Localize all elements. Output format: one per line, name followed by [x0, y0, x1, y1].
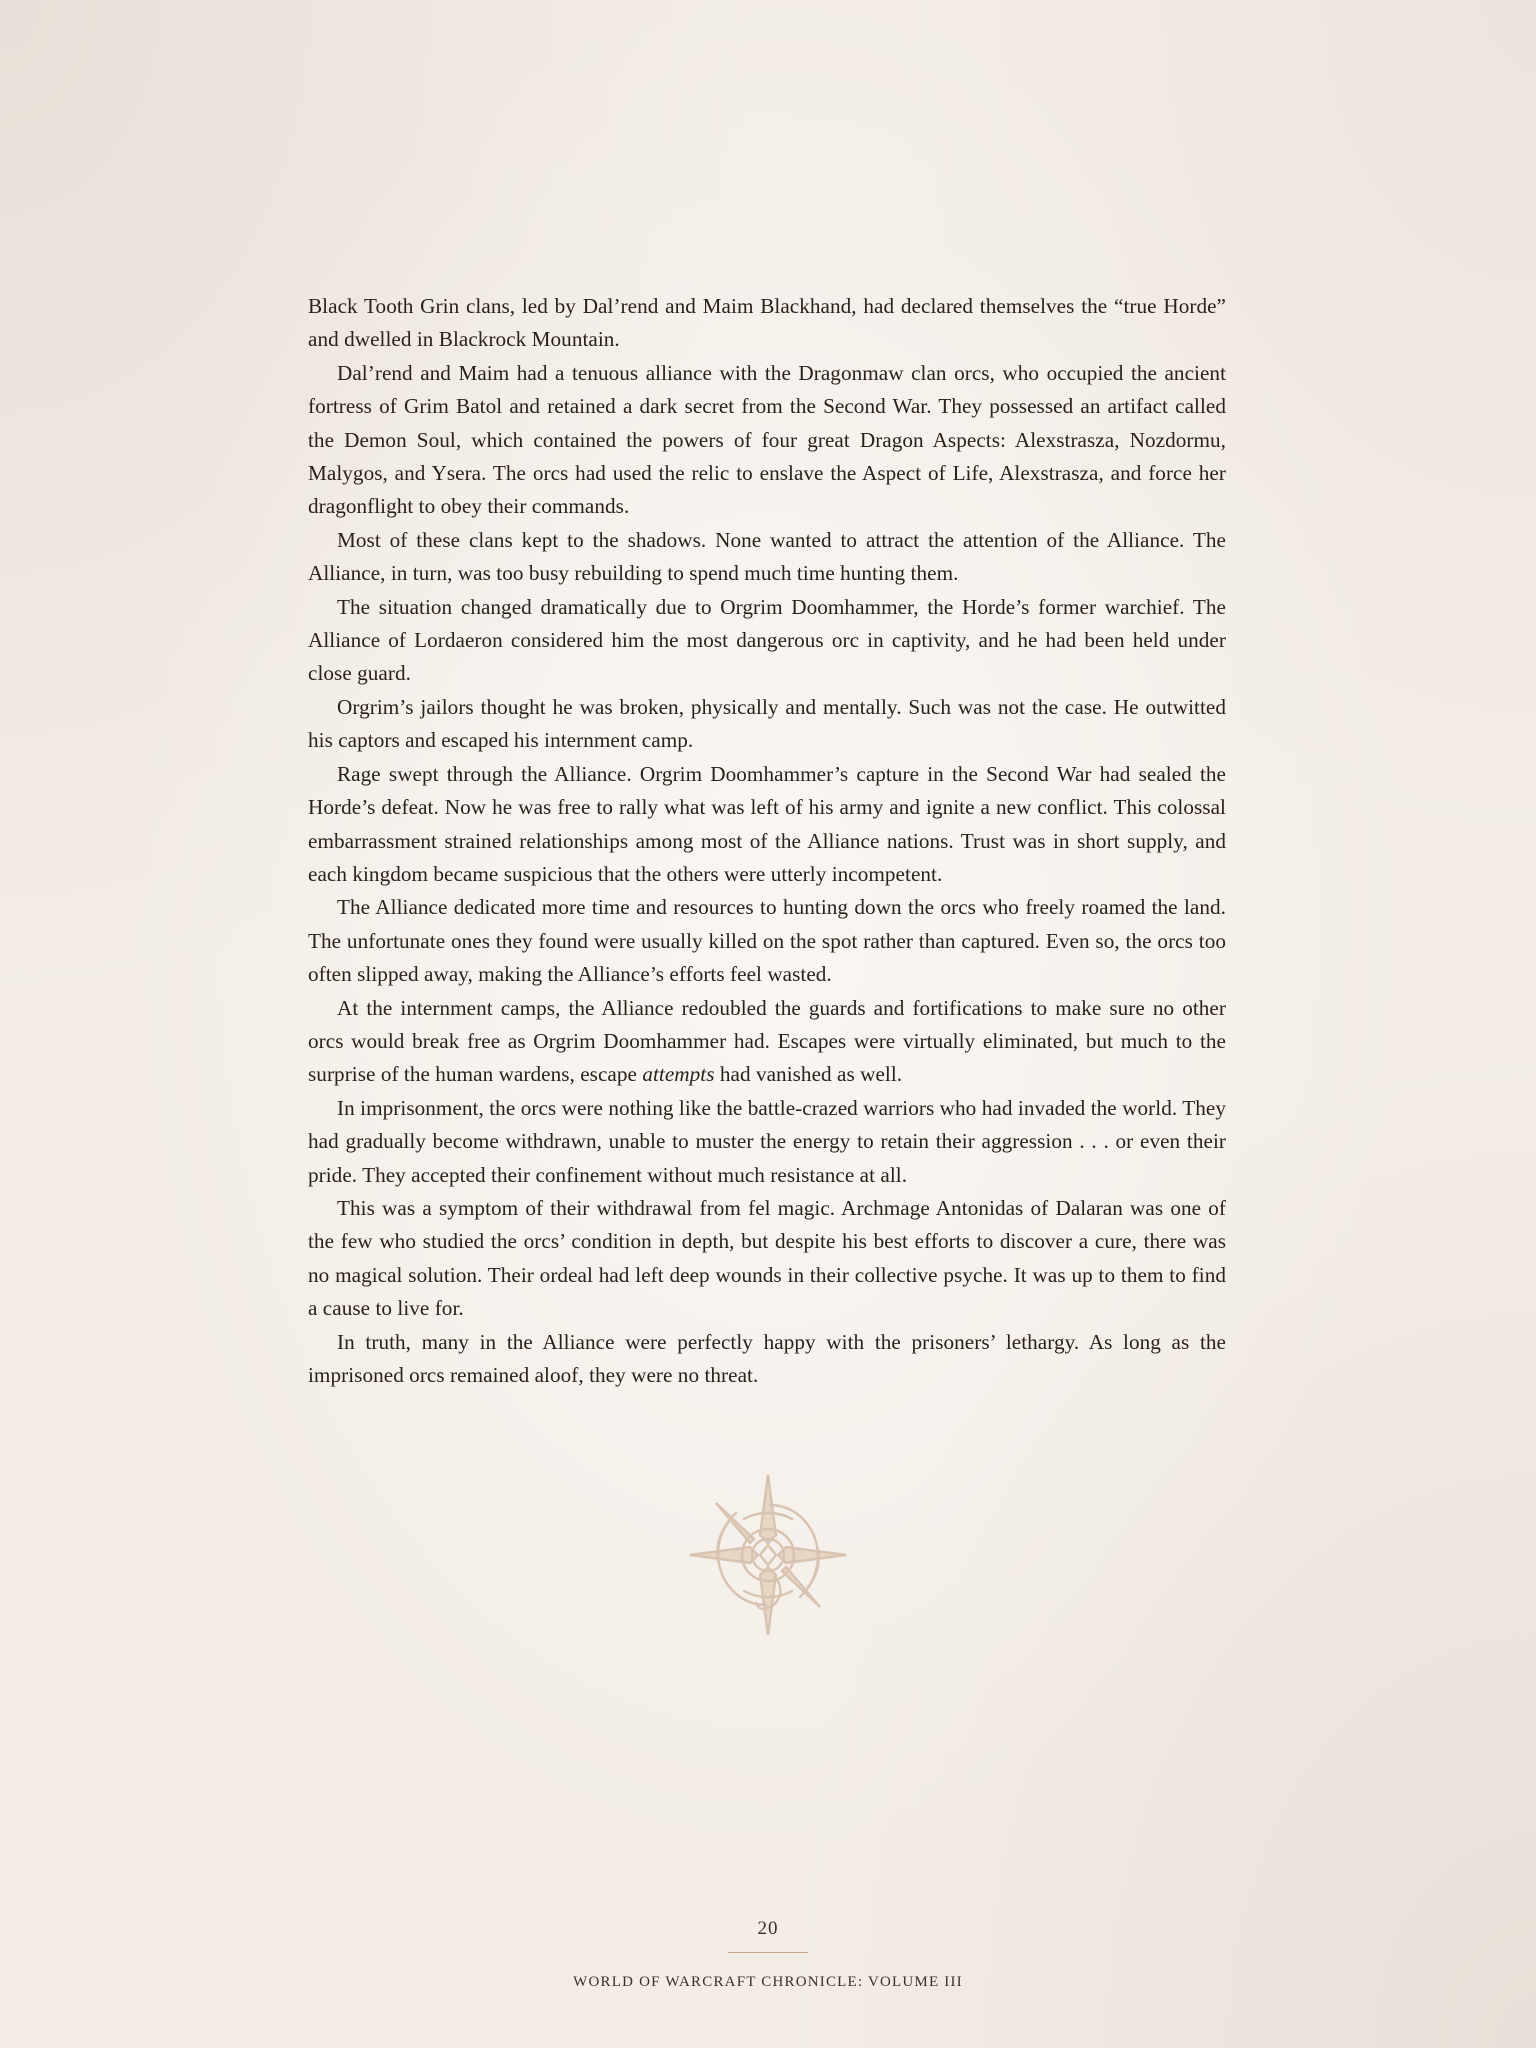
paragraph: This was a symptom of their withdrawal from fel magic. Archmage Antonidas of Dalaran was one of the few who studied the orcs’ condition in depth, but despite his best efforts to discover a cure, there was no magical solution. Their ordeal had left deep wounds in their collective psyche. It was up to them to find a cause to live for.: [308, 1195, 1226, 1321]
paragraph: Orgrim’s jailors thought he was broken, physically and mentally. Such was not the case. He outwitted his captors and escaped his internment camp.: [308, 694, 1226, 753]
paragraph: The situation changed dramatically due to Orgrim Doomhammer, the Horde’s former warchief. The Alliance of Lordaeron considered him the most dangerous orc in captivity, and he had been held under close guard.: [308, 594, 1226, 686]
paragraph: In truth, many in the Alliance were perfectly happy with the prisoners’ lethargy. As long as the imprisoned orcs remained aloof, they were no threat.: [308, 1329, 1226, 1387]
paragraph: The Alliance dedicated more time and resources to hunting down the orcs who freely roamed the land. The unfortunate ones they found were usually killed on the spot rather than captured. Even so, the orcs too often slipped away, making the Alliance’s efforts feel wasted.: [308, 895, 1226, 987]
paragraph: [308, 992, 1226, 1092]
running-footer-title: WORLD OF WARCRAFT CHRONICLE: VOLUME III: [573, 1974, 963, 1990]
compass-rose-icon: [688, 1473, 848, 1637]
paragraph-text: had vanished as well.: [714, 1062, 903, 1087]
page-number: 20: [757, 1918, 779, 1939]
paragraph: Black Tooth Grin clans, led by Dal’rend and Maim Blackhand, had declared themselves the “true Horde” and dwelled in Blackrock Mountain.: [308, 294, 1226, 352]
paragraph: Most of these clans kept to the shadows. None wanted to attract the attention of the Alliance. The Alliance, in turn, was too busy rebuilding to spend much time hunting them.: [308, 527, 1226, 586]
paragraph: Dal’rend and Maim had a tenuous alliance with the Dragonmaw clan orcs, who occupied the ancient fortress of Grim Batol and retained a dark secret from the Second War. They possessed an artifact called the Demon Soul, which contained the powers of four great Dragon Aspects: Alexstrasza, Nozdormu, Malygos, and Ysera. The orcs had used the relic to enslave the Aspect of Life, Alexstrasza, and force her dragonflight to obey their commands.: [308, 360, 1226, 519]
emphasized-word: attempts: [642, 1062, 715, 1087]
divider: [728, 1952, 808, 1953]
paragraph: Rage swept through the Alliance. Orgrim Doomhammer’s capture in the Second War had sealed the Horde’s defeat. Now he was free to rally what was left of his army and ignite a new conflict. This colossal embarrassment strained relationships among most of the Alliance nations. Trust was in short supply, and each kingdom became suspicious that the others were utterly incompetent.: [308, 761, 1226, 886]
body-text: [308, 290, 1226, 1392]
paragraph: In imprisonment, the orcs were nothing like the battle-crazed warriors who had invaded the world. They had gradually become withdrawn, unable to muster the energy to retain their aggression . . . or even their pride. They accepted their confinement without much resistance at all.: [308, 1095, 1226, 1187]
paragraph-text: At the internment camps, the Alliance redoubled the guards and fortifications to make sure no other orcs would break free as Orgrim Doomhammer had. Escapes were virtually eliminated, but much to the surprise of the human wardens, escape: [308, 995, 1226, 1087]
